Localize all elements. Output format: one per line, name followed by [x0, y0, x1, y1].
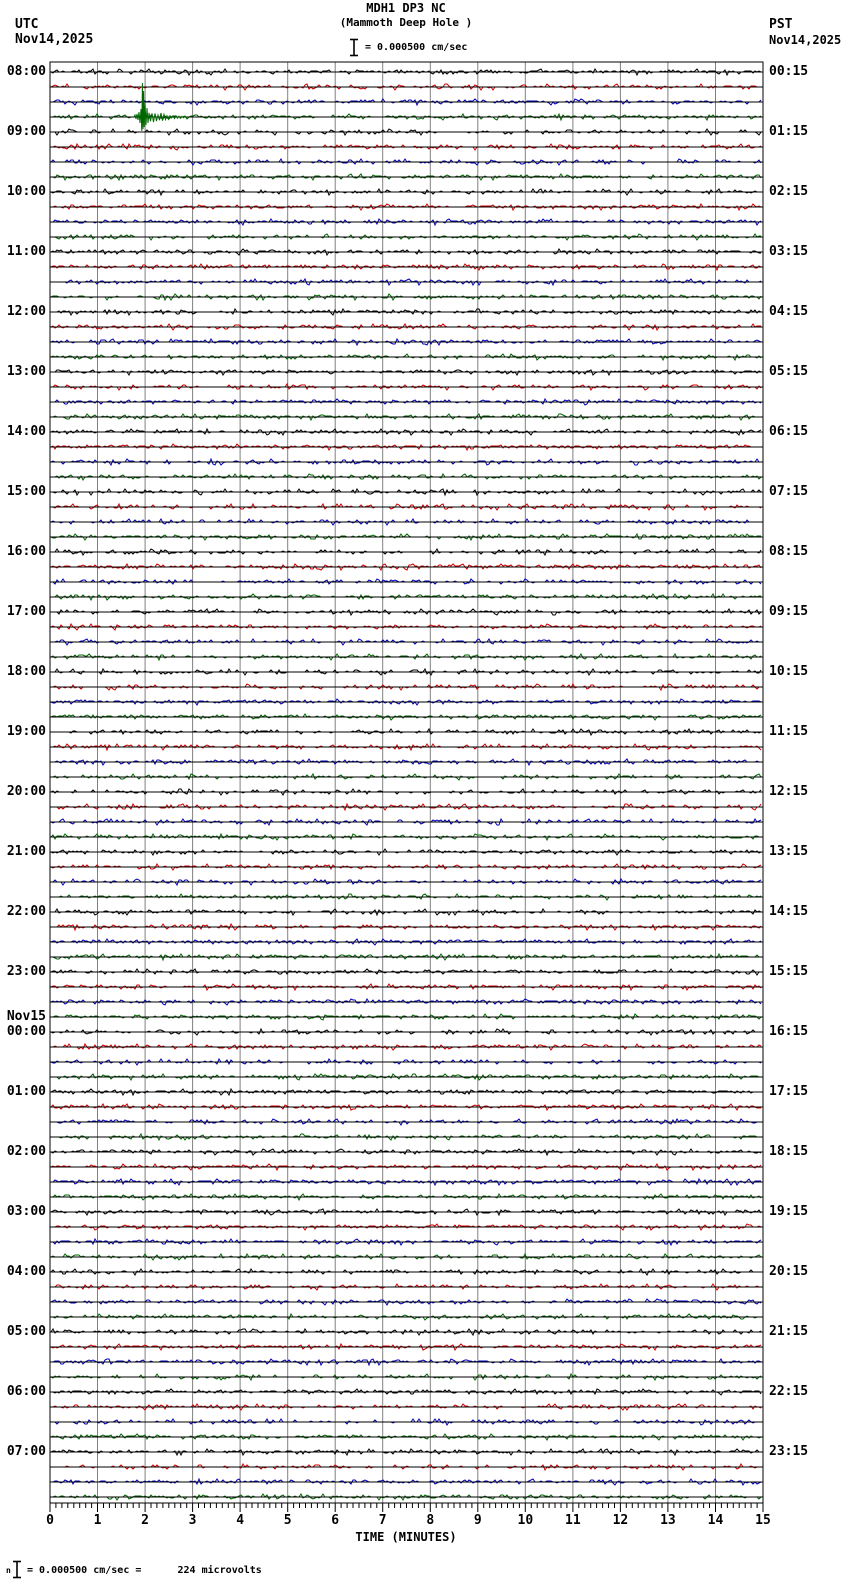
utc-row-label: 23:00 [6, 964, 46, 979]
x-axis-tick-label: 1 [93, 1513, 102, 1528]
utc-row-label: 17:00 [6, 604, 46, 619]
pst-row-label: 22:15 [769, 1384, 809, 1399]
pst-row-label: 16:15 [769, 1024, 809, 1039]
pst-row-label: 19:15 [769, 1204, 809, 1219]
utc-row-label: 02:00 [6, 1144, 46, 1159]
utc-row-label: 12:00 [6, 304, 46, 319]
x-axis-tick-label: 0 [46, 1513, 54, 1528]
x-axis-tick-label: 3 [188, 1513, 197, 1528]
pst-row-label: 14:15 [769, 904, 809, 919]
x-axis-title: TIME (MINUTES) [355, 1530, 457, 1544]
x-axis-tick-label: 14 [707, 1513, 724, 1528]
x-axis-tick-label: 15 [755, 1513, 771, 1528]
station-name: (Mammoth Deep Hole ) [339, 16, 473, 29]
utc-row-label: 04:00 [6, 1264, 46, 1279]
utc-row-label: 06:00 [6, 1384, 46, 1399]
x-axis-tick-label: 12 [612, 1513, 629, 1528]
page-title: MDH1 DP3 NC [366, 1, 446, 15]
footer-scale-bar-icon [12, 1560, 22, 1579]
pst-row-label: 23:15 [769, 1444, 809, 1459]
pst-row-label: 03:15 [769, 244, 809, 259]
utc-row-label: 20:00 [6, 784, 46, 799]
pst-row-label: 06:15 [769, 424, 809, 439]
utc-row-label: 01:00 [6, 1084, 46, 1099]
pst-row-label: 01:15 [769, 124, 809, 139]
pst-row-label: 13:15 [769, 844, 809, 859]
footer-prefix-glyph: n [6, 1566, 11, 1575]
pst-row-label: 21:15 [769, 1324, 809, 1339]
utc-row-label: 09:00 [6, 124, 46, 139]
pst-row-label: 02:15 [769, 184, 809, 199]
pst-row-label: 12:15 [769, 784, 809, 799]
x-axis-tick-label: 11 [565, 1513, 581, 1528]
utc-row-label: 22:00 [6, 904, 46, 919]
pst-row-label: 15:15 [769, 964, 809, 979]
pst-row-label: 08:15 [769, 544, 809, 559]
utc-row-label: 11:00 [6, 244, 46, 259]
footer-scale-annotation: = 0.000500 cm/sec = 224 microvolts [27, 1565, 262, 1576]
pst-row-label: 00:15 [769, 64, 809, 79]
utc-timezone-label: UTC [15, 17, 39, 32]
pst-row-label: 17:15 [769, 1084, 809, 1099]
pst-date-label: Nov14,2025 [769, 33, 842, 47]
utc-row-label: 10:00 [6, 184, 46, 199]
pst-row-label: 07:15 [769, 484, 809, 499]
pst-row-label: 09:15 [769, 604, 809, 619]
pst-row-label: 20:15 [769, 1264, 809, 1279]
x-axis-tick-label: 7 [378, 1513, 387, 1528]
utc-row-label: 18:00 [6, 664, 46, 679]
utc-row-label: 21:00 [6, 844, 46, 859]
x-axis-tick-label: 10 [517, 1513, 534, 1528]
pst-row-label: 18:15 [769, 1144, 809, 1159]
utc-row-label: 16:00 [6, 544, 46, 559]
utc-row-label: 03:00 [6, 1204, 46, 1219]
x-axis-tick-label: 9 [473, 1513, 482, 1528]
utc-row-label: 14:00 [6, 424, 46, 439]
x-axis-tick-label: 5 [283, 1513, 292, 1528]
utc-row-label: 07:00 [6, 1444, 46, 1459]
utc-date-label: Nov14,2025 [15, 32, 94, 47]
x-axis-tick-label: 4 [236, 1513, 245, 1528]
scale-annotation: = 0.000500 cm/sec [365, 42, 468, 53]
utc-row-label: 00:00 [6, 1024, 46, 1039]
utc-row-label: 15:00 [6, 484, 46, 499]
utc-row-label: 13:00 [6, 364, 46, 379]
utc-row-label: 05:00 [6, 1324, 46, 1339]
utc-row-label: 19:00 [6, 724, 46, 739]
pst-timezone-label: PST [769, 17, 793, 32]
pst-row-label: 05:15 [769, 364, 809, 379]
utc-row-label: Nov15 [6, 1009, 46, 1024]
pst-row-label: 04:15 [769, 304, 809, 319]
utc-row-label: 08:00 [6, 64, 46, 79]
x-axis-tick-label: 8 [426, 1513, 435, 1528]
x-axis-tick-label: 13 [660, 1513, 676, 1528]
x-axis-tick-label: 6 [331, 1513, 340, 1528]
x-axis-tick-label: 2 [141, 1513, 149, 1528]
pst-row-label: 11:15 [769, 724, 809, 739]
pst-row-label: 10:15 [769, 664, 809, 679]
